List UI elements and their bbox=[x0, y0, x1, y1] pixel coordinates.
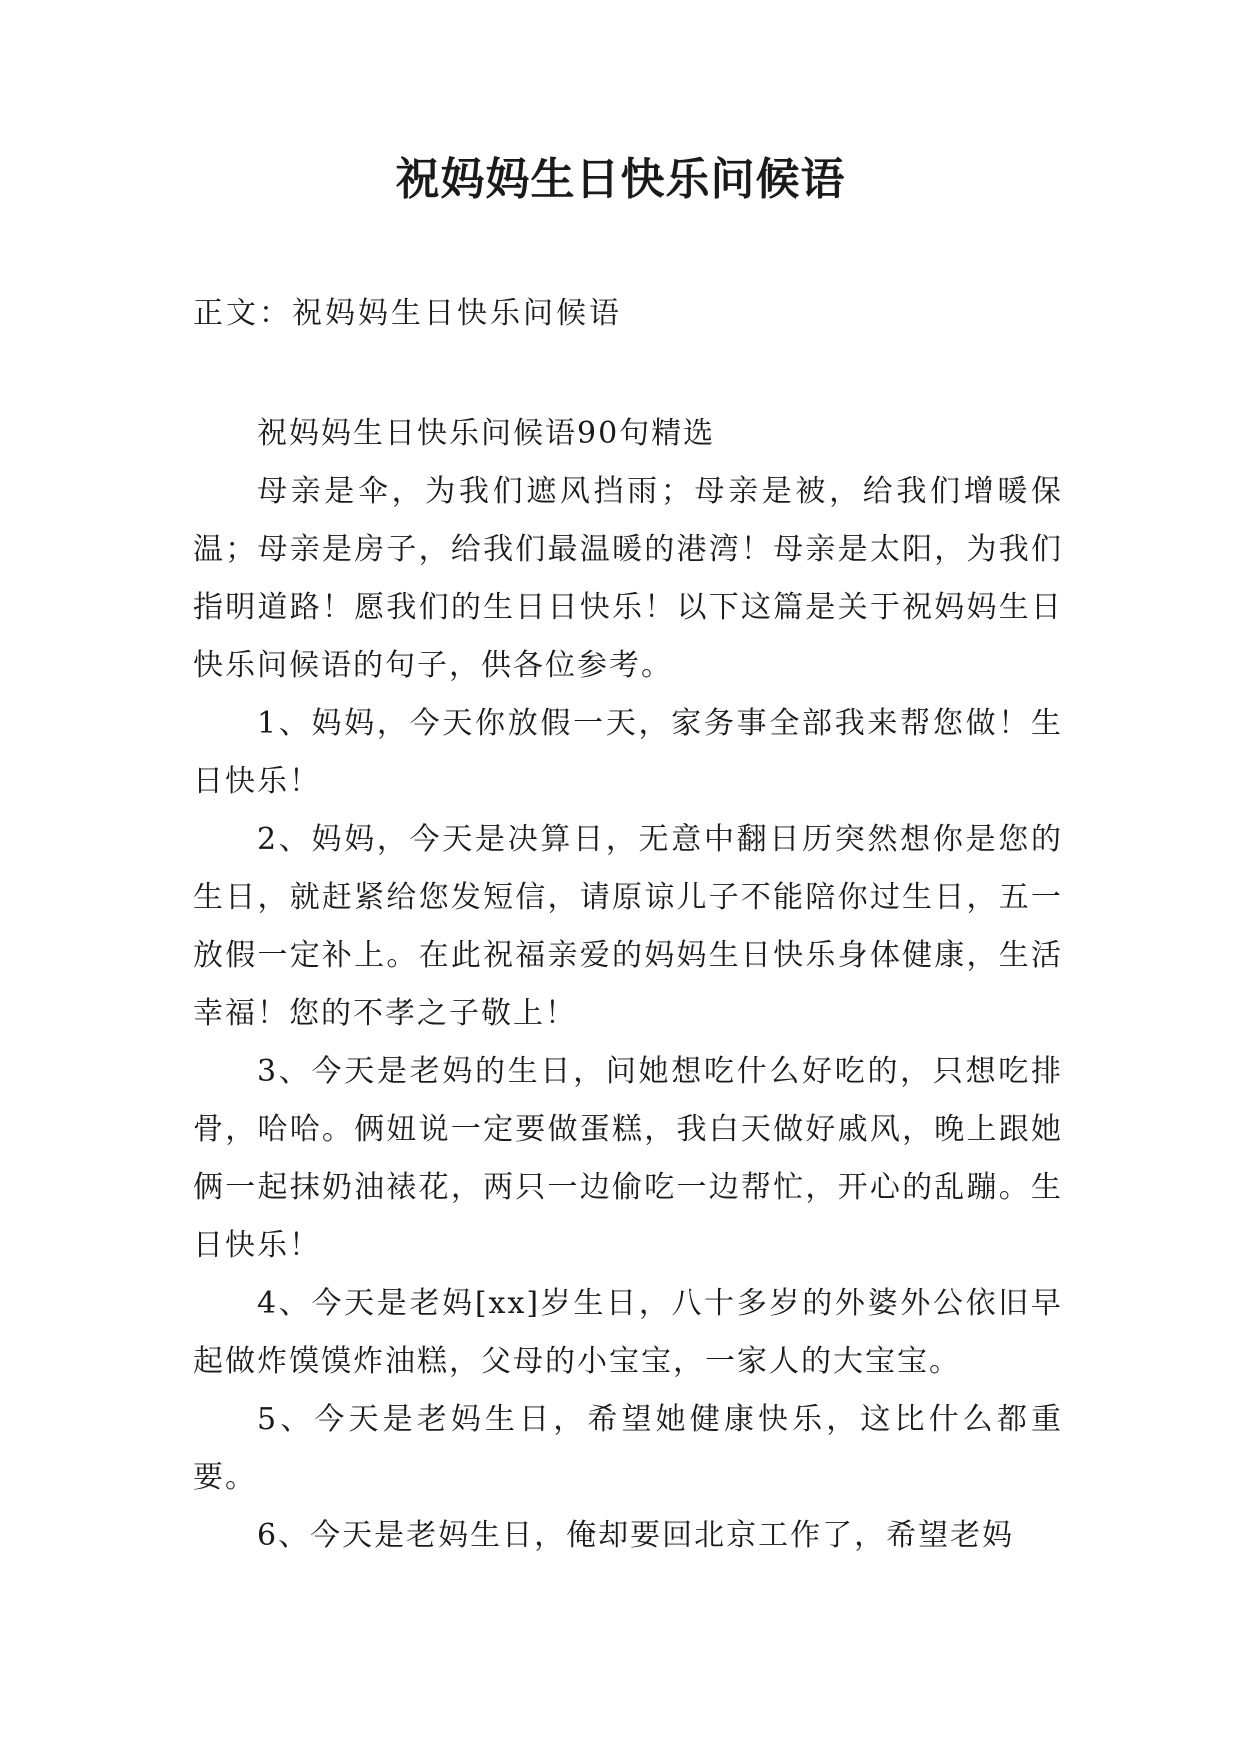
document-body bbox=[193, 405, 1063, 1565]
greeting-paragraph-4: 4、今天是老妈[xx]岁生日，八十多岁的外婆外公依旧早起做炸馍馍炸油糕，父母的小宝宝，一家人的大宝宝。 bbox=[193, 1286, 1063, 1379]
body-label: 正文：祝妈妈生日快乐问候语 bbox=[193, 296, 622, 331]
greeting-paragraph-5: 5、今天是老妈生日，希望她健康快乐，这比什么都重要。 bbox=[193, 1402, 1063, 1495]
greeting-paragraph-1: 1、妈妈，今天你放假一天，家务事全部我来帮您做！生日快乐！ bbox=[193, 706, 1063, 799]
greeting-paragraph-6: 6、今天是老妈生日，俺却要回北京工作了，希望老妈 bbox=[257, 1518, 1015, 1553]
intro-paragraph: 母亲是伞，为我们遮风挡雨；母亲是被，给我们增暖保温；母亲是房子，给我们最温暖的港湾！母亲是太阳，为我们指明道路！愿我们的生日日快乐！以下这篇是关于祝妈妈生日快乐问候语的句子，供各位参考。 bbox=[193, 474, 1063, 683]
greeting-paragraph-2: 2、妈妈，今天是决算日，无意中翻日历突然想你是您的生日，就赶紧给您发短信，请原谅儿子不能陪你过生日，五一放假一定补上。在此祝福亲爱的妈妈生日快乐身体健康，生活幸福！您的不孝之子敬上！ bbox=[193, 822, 1063, 1031]
greeting-paragraph-3: 3、今天是老妈的生日，问她想吃什么好吃的，只想吃排骨，哈哈。俩妞说一定要做蛋糕，我白天做好戚风，晚上跟她俩一起抹奶油裱花，两只一边偷吃一边帮忙，开心的乱蹦。生日快乐！ bbox=[193, 1054, 1063, 1263]
document-title: 祝妈妈生日快乐问候语 bbox=[395, 154, 846, 205]
subtitle-paragraph: 祝妈妈生日快乐问候语90句精选 bbox=[257, 416, 716, 451]
